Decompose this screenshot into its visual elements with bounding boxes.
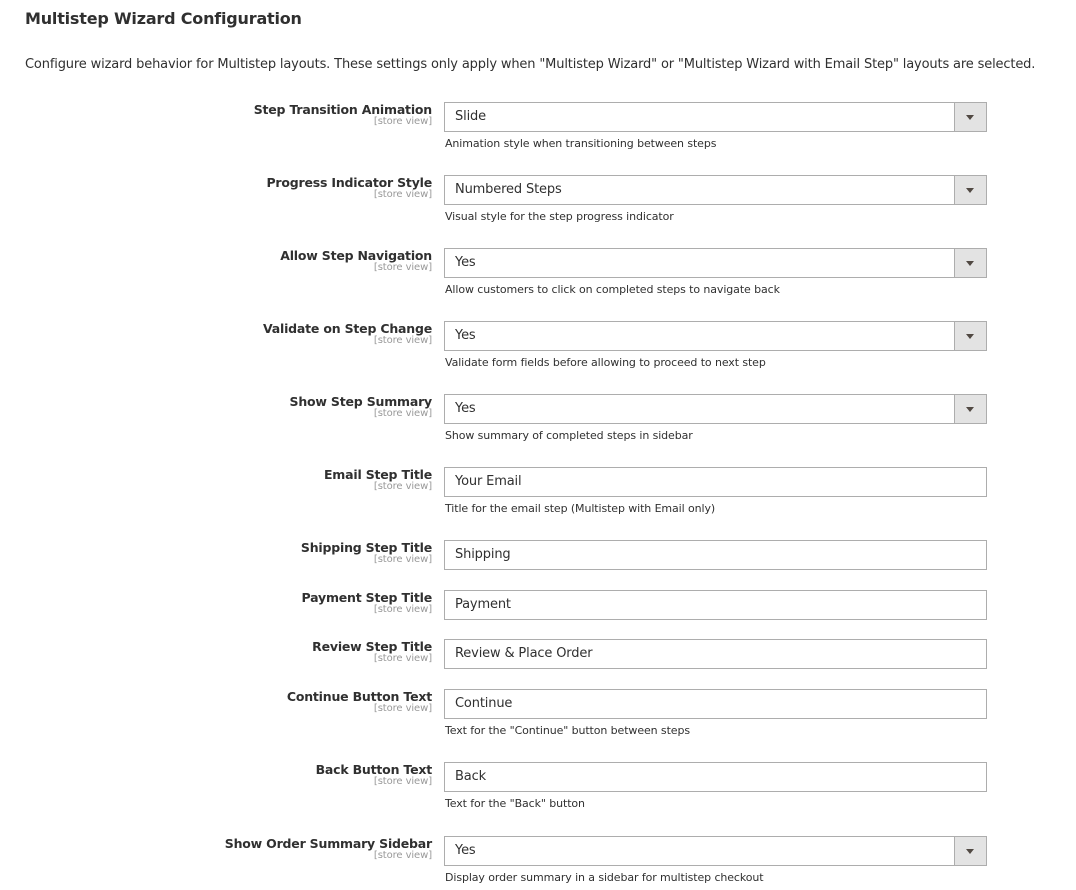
chevron-down-icon xyxy=(966,407,974,412)
input-value: Continue xyxy=(455,696,513,711)
input-value: Shipping xyxy=(455,547,511,562)
email-step-title-input[interactable] xyxy=(444,467,987,497)
field-label: Email Step Title xyxy=(323,467,432,482)
shipping-step-title-input[interactable] xyxy=(444,540,987,570)
field-label-wrap xyxy=(287,689,432,714)
scope-label: [store view] xyxy=(373,850,432,861)
field-label-wrap xyxy=(324,467,432,492)
scope-label: [store view] xyxy=(373,554,432,565)
field-label: Shipping Step Title xyxy=(300,540,432,555)
field-note: Validate form fields before allowing to proceed to next step xyxy=(445,356,766,369)
scope-label: [store view] xyxy=(373,776,432,787)
field-label-wrap xyxy=(312,639,432,664)
field-label: Review Step Title xyxy=(312,639,432,654)
section-comment: Configure wizard behavior for Multistep layouts. These settings only apply when "Multistep Wizard" or "Multistep Wizard with Email Step" layouts are selected. xyxy=(25,57,1036,72)
field-note: Animation style when transitioning between steps xyxy=(445,137,717,150)
select-arrow-button[interactable] xyxy=(954,176,986,204)
scope-label: [store view] xyxy=(373,189,432,200)
back-button-text-input[interactable] xyxy=(444,762,987,792)
show-order-summary-sidebar-select[interactable] xyxy=(444,836,987,866)
step-transition-animation-select[interactable] xyxy=(444,102,987,132)
field-label: Step Transition Animation xyxy=(253,102,432,117)
scope-label: [store view] xyxy=(373,335,432,346)
input-value: Your Email xyxy=(455,474,522,489)
chevron-down-icon xyxy=(966,334,974,339)
select-value: Yes xyxy=(455,843,476,858)
field-label: Show Step Summary xyxy=(289,394,432,409)
field-note: Visual style for the step progress indicator xyxy=(445,210,674,223)
field-note: Text for the "Continue" button between steps xyxy=(445,724,690,737)
allow-step-navigation-select[interactable] xyxy=(444,248,987,278)
field-label-wrap xyxy=(266,175,432,200)
select-value: Yes xyxy=(455,328,476,343)
select-value: Yes xyxy=(455,255,476,270)
scope-label: [store view] xyxy=(373,408,432,419)
scope-label: [store view] xyxy=(373,604,432,615)
field-label: Progress Indicator Style xyxy=(266,175,432,190)
field-label-wrap xyxy=(263,321,432,346)
field-label: Payment Step Title xyxy=(301,590,432,605)
payment-step-title-input[interactable] xyxy=(444,590,987,620)
field-label-wrap xyxy=(301,540,432,565)
select-arrow-button[interactable] xyxy=(954,322,986,350)
field-note: Display order summary in a sidebar for multistep checkout xyxy=(445,871,764,884)
validate-on-step-change-select[interactable] xyxy=(444,321,987,351)
scope-label: [store view] xyxy=(373,262,432,273)
scope-label: [store view] xyxy=(373,653,432,664)
field-note: Allow customers to click on completed steps to navigate back xyxy=(445,283,780,296)
field-label-wrap xyxy=(280,248,432,273)
select-arrow-button[interactable] xyxy=(954,837,986,865)
scope-label: [store view] xyxy=(373,703,432,714)
field-label: Show Order Summary Sidebar xyxy=(224,836,432,851)
field-note: Text for the "Back" button xyxy=(445,797,585,810)
show-step-summary-select[interactable] xyxy=(444,394,987,424)
field-note: Show summary of completed steps in sidebar xyxy=(445,429,693,442)
select-value: Slide xyxy=(455,109,486,124)
select-arrow-button[interactable] xyxy=(954,103,986,131)
progress-indicator-style-select[interactable] xyxy=(444,175,987,205)
field-label: Validate on Step Change xyxy=(262,321,432,336)
select-arrow-button[interactable] xyxy=(954,395,986,423)
field-label-wrap xyxy=(302,590,432,615)
chevron-down-icon xyxy=(966,261,974,266)
input-value: Payment xyxy=(455,597,511,612)
field-label: Allow Step Navigation xyxy=(280,248,432,263)
field-label-wrap xyxy=(225,836,432,861)
input-value: Review & Place Order xyxy=(455,646,593,661)
field-label-wrap xyxy=(316,762,432,787)
continue-button-text-input[interactable] xyxy=(444,689,987,719)
select-value: Yes xyxy=(455,401,476,416)
field-label: Back Button Text xyxy=(315,762,432,777)
select-value: Numbered Steps xyxy=(455,182,562,197)
field-label: Continue Button Text xyxy=(286,689,432,704)
section-title: Multistep Wizard Configuration xyxy=(25,9,302,28)
field-note: Title for the email step (Multistep with Email only) xyxy=(445,502,716,515)
field-label-wrap xyxy=(254,102,432,127)
scope-label: [store view] xyxy=(373,481,432,492)
field-label-wrap xyxy=(290,394,432,419)
chevron-down-icon xyxy=(966,849,974,854)
scope-label: [store view] xyxy=(373,116,432,127)
select-arrow-button[interactable] xyxy=(954,249,986,277)
chevron-down-icon xyxy=(966,188,974,193)
review-step-title-input[interactable] xyxy=(444,639,987,669)
input-value: Back xyxy=(455,769,486,784)
chevron-down-icon xyxy=(966,115,974,120)
